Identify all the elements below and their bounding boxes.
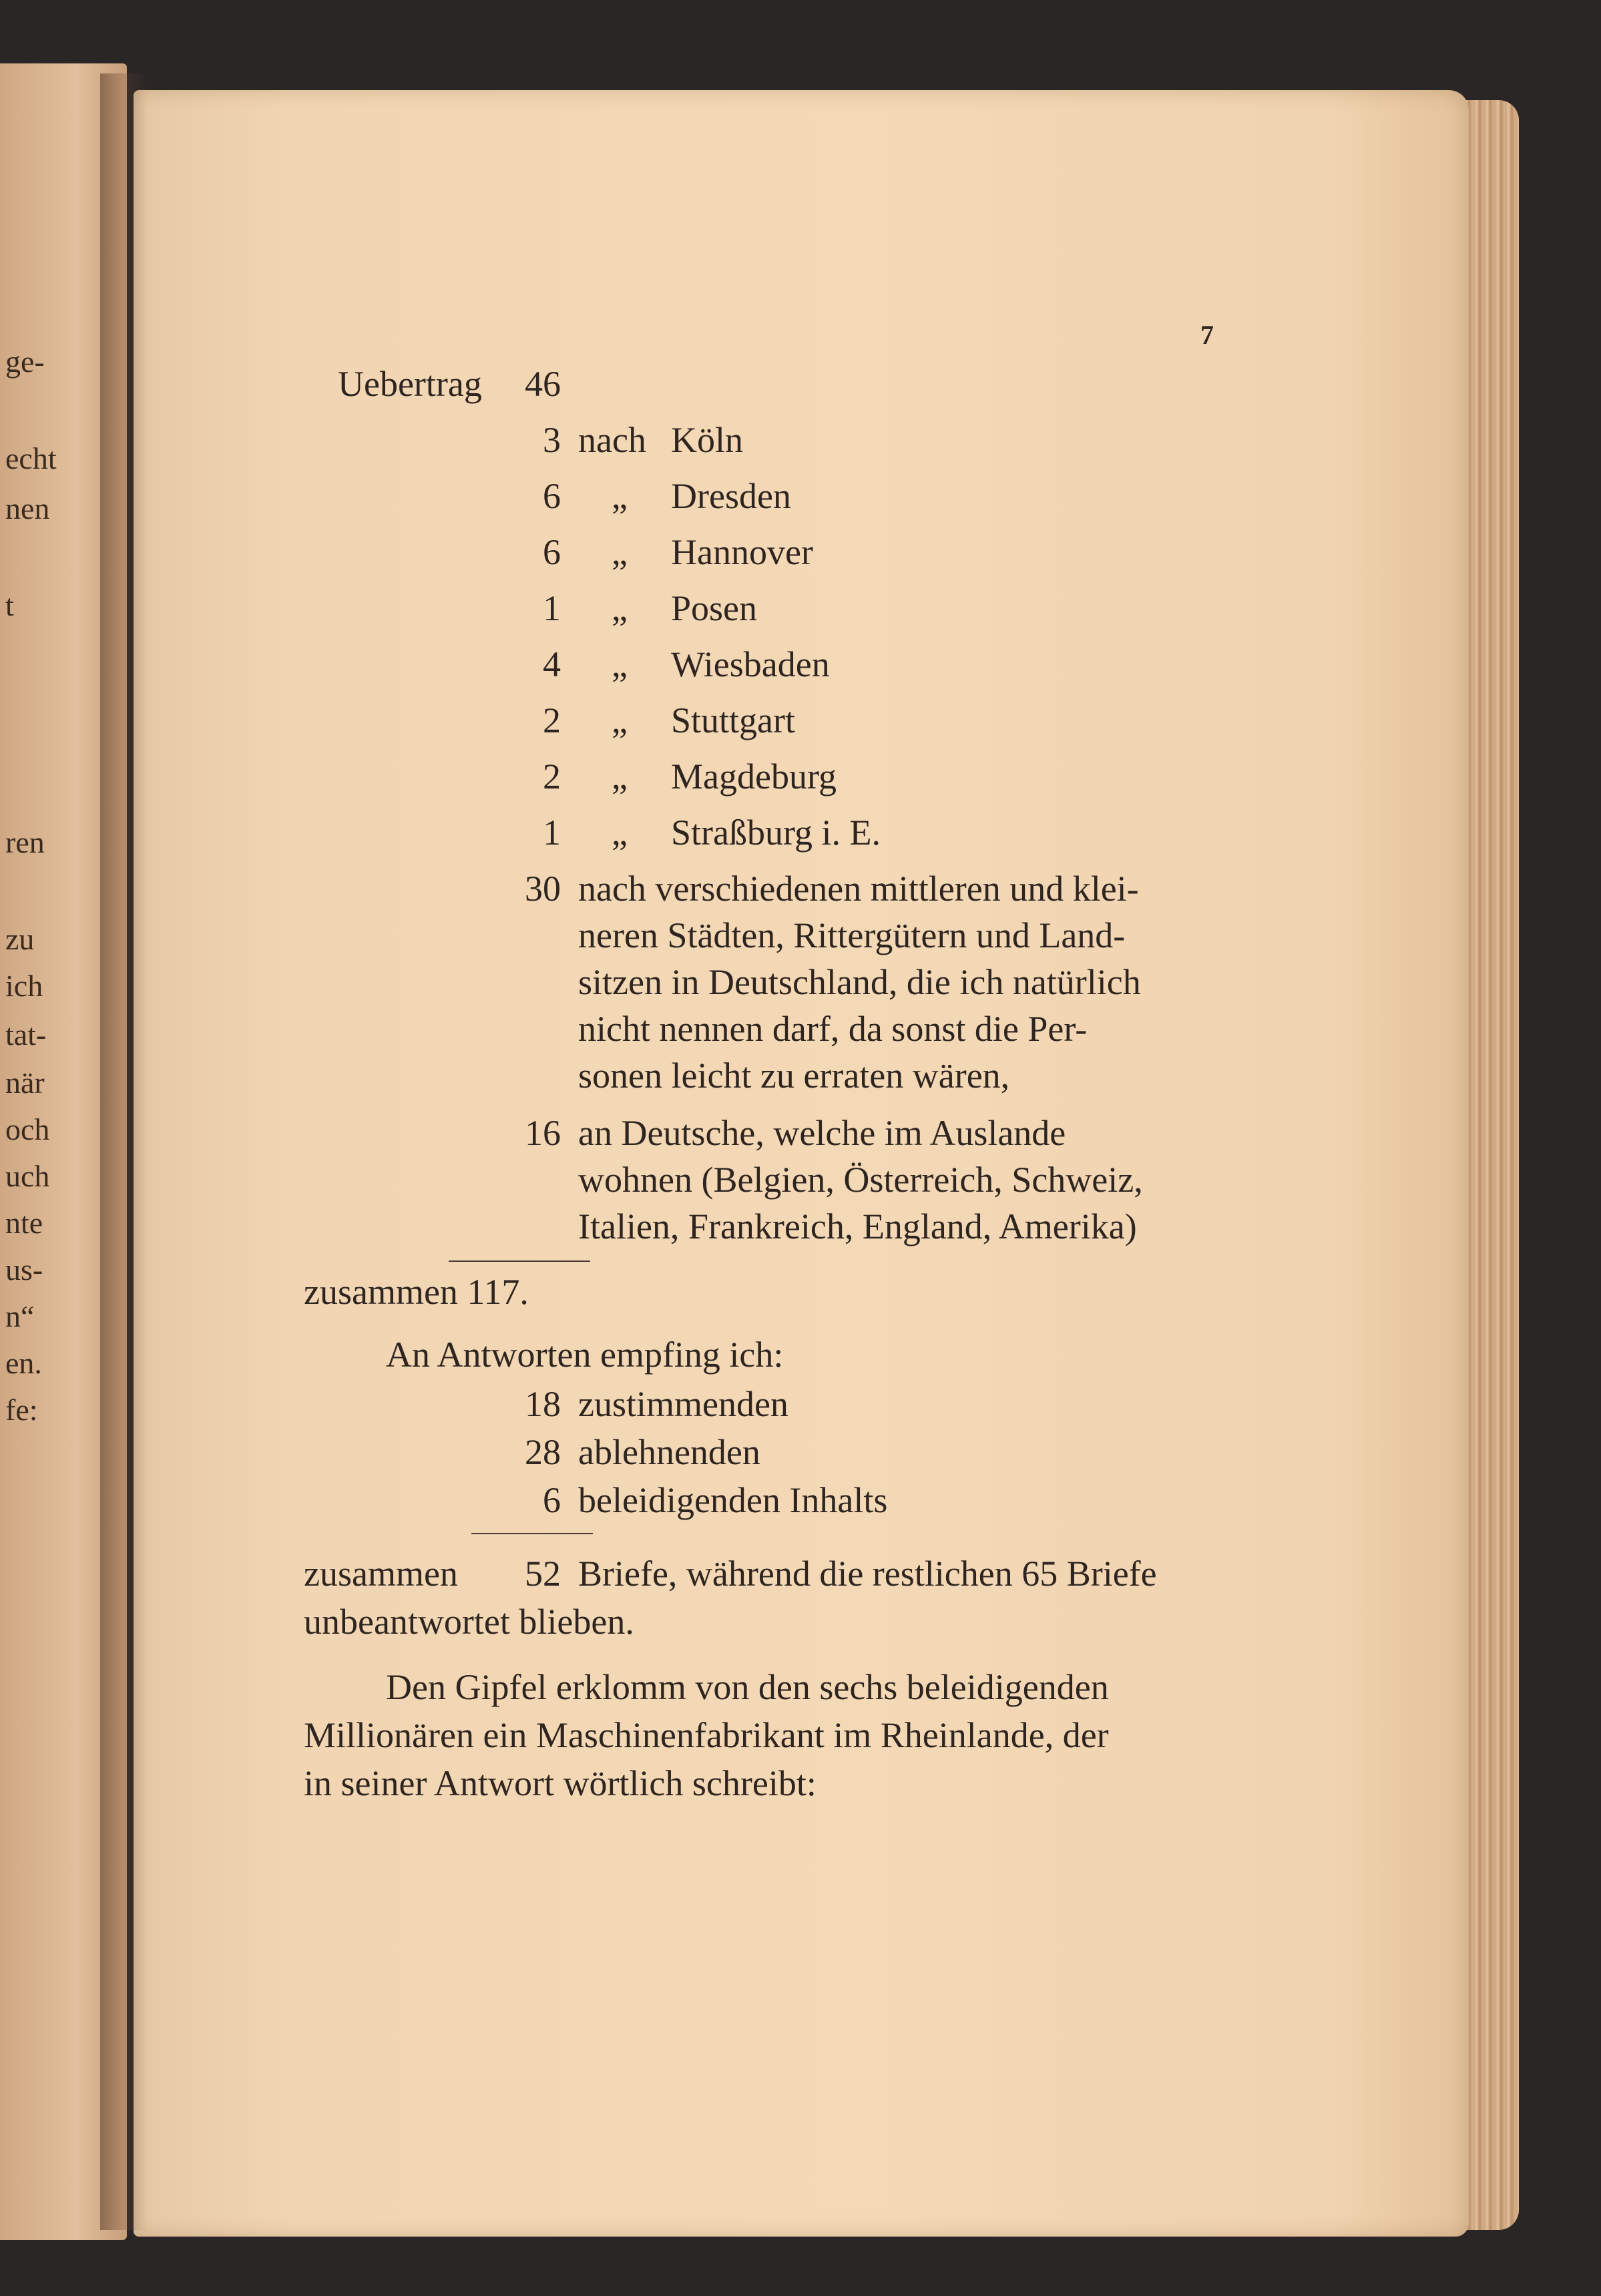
destination-count: 6	[543, 476, 561, 516]
left-page-fragment: n“	[5, 1299, 35, 1333]
destination-count: 1	[543, 588, 561, 628]
abroad-line: wohnen (Belgien, Österreich, Schweiz,	[578, 1160, 1143, 1200]
total-answers-label: zusammen	[304, 1554, 458, 1594]
answer-count: 28	[525, 1432, 561, 1472]
final-paragraph-line: Millionären ein Maschinenfabrikant im Rheinlande, der	[304, 1715, 1109, 1755]
destination-ditto: „	[612, 588, 628, 628]
sum-rule	[449, 1260, 590, 1262]
destination-ditto: „	[612, 644, 628, 684]
destination-count: 4	[543, 644, 561, 684]
destination-city: Köln	[671, 420, 743, 460]
left-page-fragment: echt	[5, 441, 57, 475]
sum-rule	[471, 1533, 593, 1534]
answer-label: zustimmenden	[578, 1384, 788, 1424]
destination-city: Straßburg i. E.	[671, 813, 881, 853]
left-page-fragment: t	[5, 588, 14, 622]
left-page-fragment: ren	[5, 825, 45, 859]
abroad-line: Italien, Frankreich, England, Amerika)	[578, 1206, 1137, 1246]
total-answers-line: unbeantwortet blieben.	[304, 1602, 634, 1642]
destination-city: Dresden	[671, 476, 791, 516]
carry-label: Uebertrag	[338, 364, 482, 404]
page-edges	[1462, 100, 1519, 2230]
various-line: nach verschiedenen mittleren und klei-	[578, 869, 1139, 909]
left-page-fragment: nen	[5, 491, 50, 525]
final-paragraph-line: Den Gipfel erklomm von den sechs beleidigenden	[386, 1667, 1109, 1707]
answer-label: beleidigenden Inhalts	[578, 1480, 888, 1520]
destination-ditto: „	[612, 813, 628, 853]
destination-count: 1	[543, 813, 561, 853]
carry-value: 46	[525, 364, 561, 404]
answer-label: ablehnenden	[578, 1432, 760, 1472]
left-page-fragment: när	[5, 1066, 45, 1100]
book-gutter	[100, 73, 147, 2230]
left-page-fragment: tat-	[5, 1017, 47, 1052]
total-sent: zusammen 117.	[304, 1272, 529, 1312]
abroad-count: 16	[525, 1113, 561, 1153]
destination-city: Posen	[671, 588, 758, 628]
destination-ditto: „	[612, 532, 628, 572]
answer-count: 6	[543, 1480, 561, 1520]
destination-count: 3	[543, 420, 561, 460]
various-count: 30	[525, 869, 561, 909]
destination-prefix: nach	[578, 420, 646, 460]
total-answers-count: 52	[525, 1554, 561, 1594]
destination-city: Wiesbaden	[671, 644, 830, 684]
left-page-fragment: nte	[5, 1206, 43, 1240]
left-page-fragment: en.	[5, 1346, 42, 1380]
various-line: neren Städten, Rittergütern und Land-	[578, 915, 1126, 955]
various-line: sonen leicht zu erraten wären,	[578, 1056, 1010, 1096]
destination-city: Hannover	[671, 532, 813, 572]
page-number: 7	[1200, 320, 1214, 350]
left-page-fragment: ich	[5, 969, 43, 1003]
left-page-fragment: och	[5, 1112, 50, 1146]
abroad-line: an Deutsche, welche im Auslande	[578, 1113, 1066, 1153]
left-page-fragment: zu	[5, 922, 35, 956]
left-page-fragment: ge-	[5, 345, 45, 379]
destination-city: Stuttgart	[671, 700, 795, 740]
various-line: nicht nennen darf, da sonst die Per-	[578, 1009, 1088, 1049]
destination-ditto: „	[612, 756, 628, 796]
answers-intro: An Antworten empfing ich:	[386, 1335, 784, 1375]
destination-count: 2	[543, 756, 561, 796]
destination-ditto: „	[612, 476, 628, 516]
answer-count: 18	[525, 1384, 561, 1424]
destination-ditto: „	[612, 700, 628, 740]
destination-count: 6	[543, 532, 561, 572]
final-paragraph-line: in seiner Antwort wörtlich schreibt:	[304, 1763, 817, 1803]
destination-count: 2	[543, 700, 561, 740]
left-page-fragment: us-	[5, 1252, 43, 1287]
destination-city: Magdeburg	[671, 756, 837, 796]
various-line: sitzen in Deutschland, die ich natürlich	[578, 962, 1141, 1002]
left-page-fragment: fe:	[5, 1393, 38, 1427]
total-answers-line: Briefe, während die restlichen 65 Briefe	[578, 1554, 1157, 1594]
left-page-fragment: uch	[5, 1159, 50, 1193]
